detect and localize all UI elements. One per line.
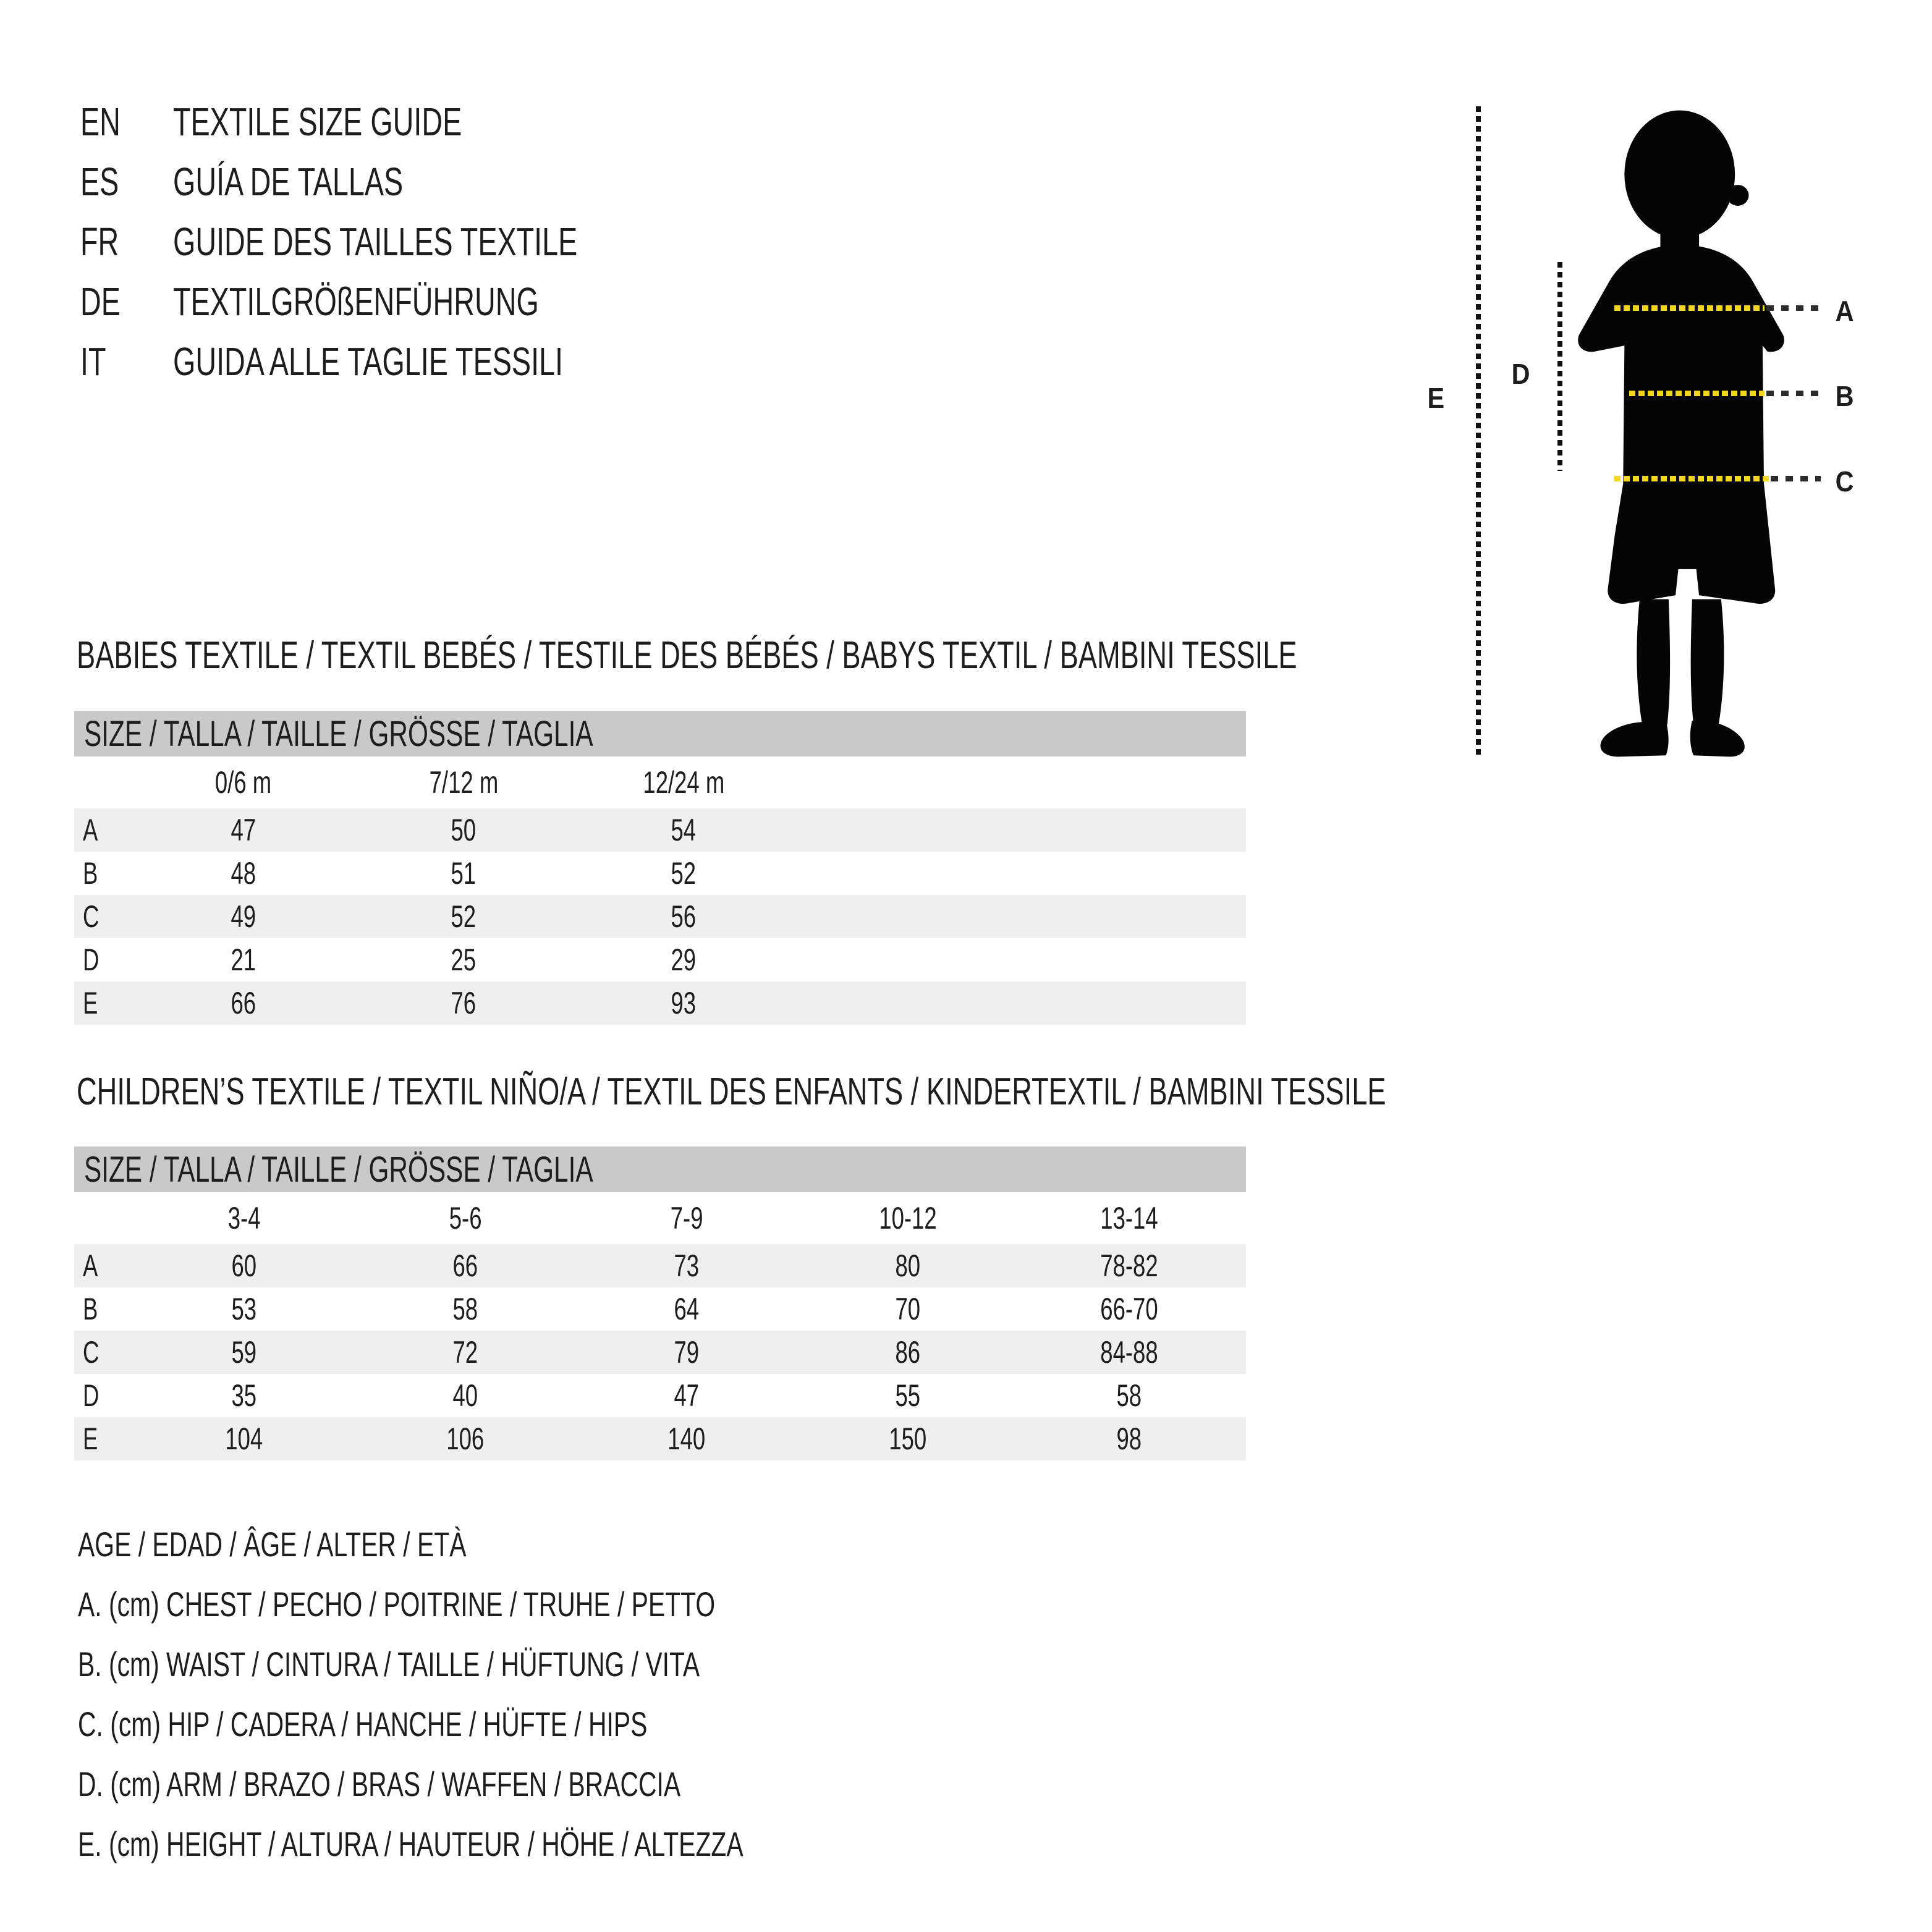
language-code-label: IT — [80, 339, 106, 384]
cell-text: 21 — [231, 943, 256, 977]
cell-text: 98 — [1116, 1421, 1142, 1456]
table-cell — [1019, 1248, 1240, 1284]
babies-size-header-text: SIZE / TALLA / TAILLE / GRÖSSE / TAGLIA — [84, 713, 593, 754]
silhouette-shirt — [1578, 245, 1784, 491]
cell-text: 66-70 — [1100, 1292, 1158, 1326]
cell-text: 84-88 — [1100, 1335, 1158, 1370]
table-cell — [133, 1248, 355, 1284]
row-label — [74, 1248, 133, 1284]
language-code-label: ES — [80, 159, 119, 204]
language-title-label: TEXTILE SIZE GUIDE — [173, 99, 462, 144]
table-cell — [133, 1291, 355, 1327]
column-header-text: 3-4 — [227, 1201, 261, 1235]
chest-line-yellow — [1614, 305, 1765, 311]
language-title — [173, 279, 727, 324]
row-label-text: A — [83, 1248, 98, 1283]
row-label — [74, 1334, 133, 1370]
language-code — [80, 279, 173, 324]
arm-dotted-line — [1557, 262, 1562, 471]
column-header — [797, 1200, 1019, 1236]
cell-text: 64 — [674, 1292, 700, 1326]
table-cell — [576, 1291, 797, 1327]
cell-text: 106 — [446, 1421, 485, 1456]
cell-text: 79 — [674, 1335, 700, 1370]
children-title-text: CHILDREN’S TEXTILE / TEXTIL NIÑO/A / TEXTIL DES ENFANTS / KINDERTEXTIL / BAMBINI TESSILE — [77, 1070, 1386, 1113]
table-cell — [354, 812, 574, 848]
legend-line-age — [78, 1514, 989, 1574]
language-code-label: DE — [80, 279, 121, 324]
waist-line-yellow — [1629, 391, 1765, 396]
legend-text: C. (cm) HIP / CADERA / HANCHE / HÜFTE / HIPS — [78, 1705, 648, 1743]
table-cell — [355, 1248, 576, 1284]
language-code — [80, 219, 173, 265]
column-header — [1019, 1200, 1240, 1236]
row-label — [74, 855, 133, 891]
language-code — [80, 159, 173, 205]
column-header-text: 13-14 — [1100, 1201, 1158, 1235]
cell-text: 59 — [231, 1335, 257, 1370]
babies-size-header-bar — [74, 711, 1246, 756]
row-label — [74, 1421, 133, 1457]
table-cell — [354, 985, 574, 1021]
cell-text: 72 — [452, 1335, 478, 1370]
children-size-header-text: SIZE / TALLA / TAILLE / GRÖSSE / TAGLIA — [84, 1149, 593, 1190]
column-header-text: 10-12 — [879, 1201, 937, 1235]
cell-text: 58 — [1116, 1378, 1142, 1413]
legend-text: A. (cm) CHEST / PECHO / POITRINE / TRUHE / PETTO — [78, 1585, 716, 1624]
language-code — [80, 99, 173, 145]
table-cell — [576, 1248, 797, 1284]
table-cell — [797, 1248, 1019, 1284]
column-header-text: 7-9 — [670, 1201, 703, 1235]
table-row — [74, 981, 1246, 1025]
table-cell — [133, 899, 354, 934]
cell-text: 40 — [452, 1378, 478, 1413]
cell-text: 51 — [451, 856, 477, 891]
silhouette-head — [1624, 111, 1735, 239]
language-title-label: TEXTILGRÖßENFÜHRUNG — [173, 279, 539, 324]
cell-text: 73 — [674, 1248, 700, 1283]
table-cell — [133, 855, 354, 891]
cell-text: 52 — [451, 899, 477, 934]
legend-line-waist — [78, 1634, 989, 1694]
table-cell — [355, 1421, 576, 1457]
language-title — [173, 219, 727, 265]
language-title-label: GUIDA ALLE TAGLIE TESSILI — [173, 339, 564, 384]
table-row — [74, 852, 1246, 895]
cell-text: 35 — [231, 1378, 257, 1413]
column-header-text: 5-6 — [449, 1201, 482, 1235]
table-cell — [576, 1378, 797, 1413]
table-cell — [355, 1334, 576, 1370]
table-row — [74, 938, 1246, 981]
cell-text: 47 — [231, 813, 256, 847]
table-cell — [133, 942, 354, 978]
babies-title-text: BABIES TEXTILE / TEXTIL BEBÉS / TESTILE DES BÉBÉS / BABYS TEXTIL / BAMBINI TESSILE — [77, 633, 1297, 677]
cell-text: 49 — [231, 899, 256, 934]
table-cell — [354, 899, 574, 934]
cell-text: 150 — [889, 1421, 927, 1456]
cell-text: 25 — [451, 943, 477, 977]
cell-text: 48 — [231, 856, 256, 891]
column-header — [354, 765, 574, 800]
table-cell — [1019, 1291, 1240, 1327]
cell-text: 56 — [671, 899, 697, 934]
table-cell — [576, 1334, 797, 1370]
cell-text: 140 — [667, 1421, 706, 1456]
silhouette-left-shoe — [1600, 721, 1668, 756]
language-title — [173, 99, 727, 145]
cell-text: 52 — [671, 856, 697, 891]
row-label-text: D — [83, 943, 100, 977]
cell-text: 80 — [895, 1248, 921, 1283]
language-code — [80, 339, 173, 384]
row-label — [74, 1378, 133, 1413]
table-cell — [1019, 1378, 1240, 1413]
silhouette-shorts — [1608, 484, 1775, 604]
table-row — [74, 1417, 1246, 1460]
height-label: E — [1427, 382, 1445, 414]
row-label-text: A — [83, 813, 98, 847]
table-cell — [574, 899, 794, 934]
table-row — [74, 895, 1246, 938]
table-cell — [355, 1291, 576, 1327]
row-label-text: B — [83, 1292, 98, 1326]
table-cell — [797, 1334, 1019, 1370]
cell-text: 50 — [451, 813, 477, 847]
babies-table — [74, 711, 1246, 1025]
table-cell — [576, 1421, 797, 1457]
language-code-label: FR — [80, 219, 119, 264]
table-cell — [797, 1291, 1019, 1327]
arm-label: D — [1511, 358, 1530, 390]
row-label — [74, 985, 133, 1021]
table-row — [74, 808, 1246, 852]
language-title — [173, 339, 727, 384]
legend-text: B. (cm) WAIST / CINTURA / TAILLE / HÜFTUNG / VITA — [78, 1645, 700, 1684]
table-cell — [574, 855, 794, 891]
cell-text: 47 — [674, 1378, 700, 1413]
hip-label: C — [1835, 465, 1854, 498]
column-header — [574, 765, 794, 800]
cell-text: 58 — [452, 1292, 478, 1326]
hip-line-dark — [1771, 476, 1821, 481]
cell-text: 53 — [231, 1292, 257, 1326]
row-label-text: D — [83, 1378, 100, 1413]
children-section-title — [77, 1070, 1870, 1112]
measurement-legend — [78, 1514, 989, 1874]
row-label — [74, 1291, 133, 1327]
table-cell — [133, 1378, 355, 1413]
table-cell — [574, 942, 794, 978]
cell-text: 86 — [895, 1335, 921, 1370]
language-title — [173, 159, 727, 205]
table-cell — [574, 812, 794, 848]
table-cell — [574, 985, 794, 1021]
chest-label: A — [1835, 295, 1854, 327]
column-header — [355, 1200, 576, 1236]
legend-text: E. (cm) HEIGHT / ALTURA / HAUTEUR / HÖHE / ALTEZZA — [78, 1824, 744, 1863]
cell-text: 66 — [452, 1248, 478, 1283]
table-row — [74, 1331, 1246, 1374]
row-label-text: E — [83, 1421, 98, 1456]
cell-text: 60 — [231, 1248, 257, 1283]
waist-label: B — [1835, 380, 1854, 412]
row-label-text: E — [83, 986, 98, 1020]
table-cell — [354, 942, 574, 978]
legend-line-chest — [78, 1574, 989, 1634]
row-label — [74, 899, 133, 934]
language-code-label: EN — [80, 99, 121, 144]
row-label-text: C — [83, 899, 100, 934]
column-header — [133, 765, 354, 800]
table-row — [74, 1244, 1246, 1287]
legend-text: AGE / EDAD / ÂGE / ALTER / ETÀ — [78, 1525, 467, 1564]
row-label-text: C — [83, 1335, 100, 1370]
cell-text: 29 — [671, 943, 697, 977]
children-table — [74, 1146, 1246, 1460]
cell-text: 104 — [225, 1421, 263, 1456]
language-title-label: GUÍA DE TALLAS — [173, 159, 404, 204]
silhouette-right-shoe — [1690, 721, 1745, 756]
children-size-header-bar — [74, 1146, 1246, 1192]
table-cell — [1019, 1421, 1240, 1457]
column-header — [133, 1200, 355, 1236]
language-header — [80, 91, 727, 391]
table-row — [74, 1374, 1246, 1417]
table-cell — [133, 812, 354, 848]
table-cell — [133, 1334, 355, 1370]
babies-column-header-row — [74, 756, 1246, 808]
table-cell — [1019, 1334, 1240, 1370]
waist-line-dark — [1766, 391, 1821, 396]
table-cell — [133, 1421, 355, 1457]
cell-text: 70 — [895, 1292, 921, 1326]
table-cell — [797, 1378, 1019, 1413]
language-title-label: GUIDE DES TAILLES TEXTILE — [173, 219, 578, 264]
table-cell — [133, 985, 354, 1021]
cell-text: 54 — [671, 813, 697, 847]
silhouette-ear — [1727, 185, 1749, 206]
legend-line-arm — [78, 1754, 989, 1814]
cell-text: 93 — [671, 986, 697, 1020]
legend-line-hip — [78, 1694, 989, 1754]
cell-text: 76 — [451, 986, 477, 1020]
table-cell — [355, 1378, 576, 1413]
table-cell — [354, 855, 574, 891]
table-row — [74, 1287, 1246, 1331]
cell-text: 78-82 — [1100, 1248, 1158, 1283]
hip-line-yellow — [1614, 476, 1769, 481]
babies-section-title — [77, 634, 1748, 676]
legend-text: D. (cm) ARM / BRAZO / BRAS / WAFFEN / BRACCIA — [78, 1765, 681, 1803]
children-column-header-row — [74, 1192, 1246, 1244]
row-label — [74, 942, 133, 978]
cell-text: 66 — [231, 986, 256, 1020]
row-label-text: B — [83, 856, 98, 891]
cell-text: 55 — [895, 1378, 921, 1413]
column-header-text: 0/6 m — [215, 765, 272, 800]
legend-line-height — [78, 1814, 989, 1874]
column-header-text: 12/24 m — [643, 765, 724, 800]
column-header — [576, 1200, 797, 1236]
row-label — [74, 812, 133, 848]
chest-line-dark — [1766, 305, 1821, 311]
table-cell — [797, 1421, 1019, 1457]
column-header-text: 7/12 m — [429, 765, 498, 800]
